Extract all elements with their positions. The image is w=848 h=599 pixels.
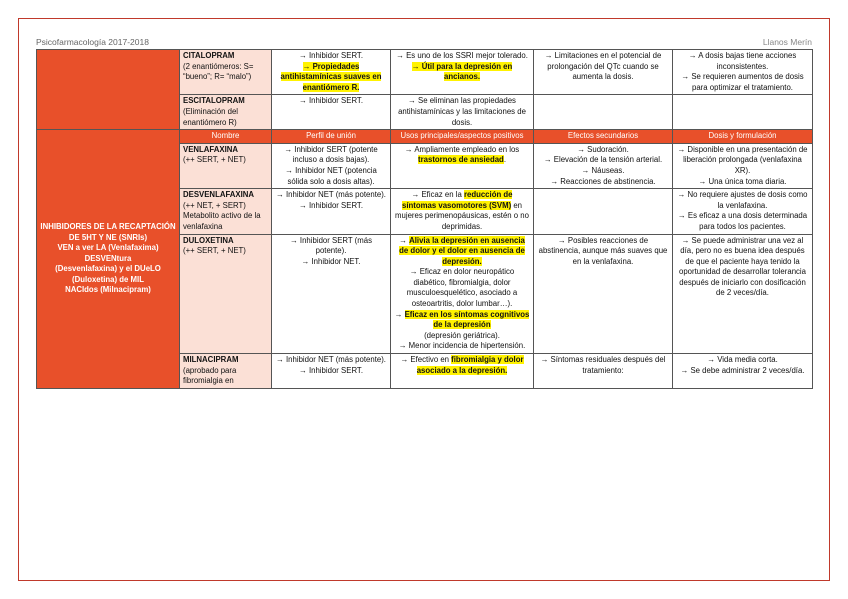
perfil-cell: → Inhibidor SERT. bbox=[272, 95, 391, 130]
section-line: (Duloxetina) de MIL bbox=[72, 274, 144, 284]
efectos-line: → Reacciones de abstinencia. bbox=[550, 176, 656, 186]
drug-cell-milnacipram bbox=[180, 354, 272, 389]
usos-cell bbox=[391, 234, 534, 354]
header-course: Psicofarmacología 2017-2018 bbox=[36, 37, 149, 47]
drug-name: VENLAFAXINA bbox=[183, 144, 239, 154]
drug-table bbox=[36, 49, 813, 389]
drug-sub: (++ SERT, + NET) bbox=[183, 246, 246, 256]
usos-highlight: Alivia la depresión en ausencia de dolor y el dolor en ausencia de depresión. bbox=[399, 235, 525, 266]
drug-cell-duloxetina bbox=[180, 234, 272, 354]
section-line: DESVENtura bbox=[84, 253, 132, 263]
usos-highlight: → Útil para la depresión en ancianos. bbox=[411, 61, 513, 82]
section-title: INHIBIDORES DE LA RECAPTACIÓN DE 5HT Y NE (SNRIs) bbox=[40, 221, 176, 242]
dosis-line: → Disponible en una presentación de liberación prolongada (venlafaxina XR). bbox=[677, 144, 808, 175]
dosis-line: → A dosis bajas tiene acciones inconsistentes. bbox=[688, 51, 797, 71]
usos-cell bbox=[391, 354, 534, 389]
dosis-line: → Es eficaz a una dosis determinada para todos los pacientes. bbox=[677, 211, 808, 231]
drug-name: DULOXETINA bbox=[183, 235, 234, 245]
usos-highlight: reducción de síntomas vasomotores (SVM) bbox=[401, 190, 513, 210]
drug-name: DESVENLAFAXINA bbox=[183, 190, 255, 200]
drug-sub: (2 enantiómeros: S= “bueno”; R= “malo”) bbox=[183, 61, 254, 82]
drug-name: CITALOPRAM bbox=[183, 51, 235, 60]
usos-highlight: fibromialgia y dolor asociado a la depresión. bbox=[416, 355, 524, 375]
perfil-line: → Inhibidor SERT (más potente). bbox=[289, 235, 373, 256]
header-row bbox=[37, 130, 813, 144]
col-header-efectos: Efectos secundarios bbox=[534, 130, 673, 144]
perfil-line: → Inhibidor SERT. bbox=[299, 365, 363, 375]
dosis-cell bbox=[673, 354, 813, 389]
efectos-line: → Náuseas. bbox=[581, 165, 625, 175]
usos-cell: → Ampliamente empleado en los trastornos de ansiedad. bbox=[391, 143, 534, 188]
perfil-highlight: → Propiedades antihistamínicas suaves en enantiómero R. bbox=[280, 61, 382, 92]
drug-cell-venlafaxina bbox=[180, 143, 272, 188]
drug-sub: (++ SERT, + NET) bbox=[183, 155, 246, 165]
dosis-line: → Una única toma diaria. bbox=[698, 176, 787, 186]
ssri-side-cell bbox=[37, 50, 180, 130]
arrow-glyph: → bbox=[394, 309, 405, 319]
dosis-line: → Vida media corta. bbox=[707, 355, 778, 365]
dosis-cell: → Se puede administrar una vez al día, pero no es buena idea después de que el paciente haya tenido la oportunidad de desarrollar tolerancia después de iniciarlo con dosificación de 2 veces/día. bbox=[673, 234, 813, 354]
usos-cell: → Se eliminan las propiedades antihistamínicas y las limitaciones de dosis. bbox=[391, 95, 534, 130]
perfil-cell bbox=[272, 50, 391, 95]
section-line: (Desvenlafaxina) y el DUeLO bbox=[55, 264, 161, 274]
header-author: Llanos Merín bbox=[762, 37, 812, 47]
drug-sub: (aprobado para fibromialgia en bbox=[183, 365, 237, 386]
drug-cell-citalopram bbox=[180, 50, 272, 95]
col-header-perfil: Perfil de unión bbox=[272, 130, 391, 144]
usos-line: (depresión geriátrica). bbox=[424, 330, 500, 340]
usos-line: → Es uno de los SSRI mejor tolerado. bbox=[396, 51, 528, 60]
section-line: NACIdos (Milnacipram) bbox=[65, 285, 151, 295]
section-line: VEN a ver LA (Venlafaxima) bbox=[57, 243, 159, 253]
usos-highlight: trastornos de ansiedad bbox=[418, 155, 504, 165]
dosis-line: → Se requieren aumentos de dosis para optimizar el tratamiento. bbox=[681, 72, 804, 92]
dosis-cell bbox=[673, 50, 813, 95]
efectos-line: → Sudoración. bbox=[577, 144, 629, 154]
usos-highlight: Eficaz en los síntomas cognitivos de la depresión bbox=[404, 309, 530, 330]
efectos-cell bbox=[534, 189, 673, 234]
dosis-cell bbox=[673, 189, 813, 234]
perfil-line: → Inhibidor SERT (potente incluso a dosis bajas). bbox=[284, 144, 378, 165]
perfil-cell bbox=[272, 143, 391, 188]
usos-text: → Efectivo en bbox=[400, 355, 452, 365]
drug-sub: (++ NET, + SERT) Metabolito activo de la venlafaxina bbox=[183, 200, 261, 231]
efectos-line: → Elevación de la tensión arterial. bbox=[543, 155, 663, 165]
drug-sub: (Eliminación del enantiómero R) bbox=[183, 106, 239, 127]
usos-line: → Menor incidencia de hipertensión. bbox=[398, 341, 526, 351]
perfil-line: → Inhibidor NET. bbox=[301, 256, 361, 266]
perfil-cell bbox=[272, 189, 391, 234]
usos-line: → Eficaz en dolor neuropático diabético, fibromialgia, dolor musculoesquelético, asociado a osteoartritis, dolor lumbar…). bbox=[406, 267, 518, 309]
usos-text: → Ampliamente empleado en los bbox=[404, 144, 520, 154]
perfil-cell bbox=[272, 234, 391, 354]
perfil-line: → Inhibidor NET (más potente). bbox=[276, 190, 386, 200]
efectos-cell bbox=[534, 95, 673, 130]
col-header-dosis: Dosis y formulación bbox=[673, 130, 813, 144]
drug-name: MILNACIPRAM bbox=[183, 355, 239, 365]
efectos-cell: → Limitaciones en el potencial de prolongación del QTc cuando se aumenta la dosis. bbox=[534, 50, 673, 95]
perfil-line: → Inhibidor SERT. bbox=[299, 51, 363, 60]
usos-cell bbox=[391, 50, 534, 95]
efectos-cell bbox=[534, 143, 673, 188]
usos-text: en mujeres perimenopáusicas, estén o no deprimidas. bbox=[395, 200, 529, 231]
drug-cell-escitalopram bbox=[180, 95, 272, 130]
perfil-line: → Inhibidor NET (potencia sólida solo a dosis altas). bbox=[285, 165, 377, 186]
usos-cell bbox=[391, 189, 534, 234]
usos-text: → Eficaz en la bbox=[411, 190, 464, 200]
drug-name: ESCITALOPRAM bbox=[183, 96, 245, 106]
dosis-line: → Se debe administrar 2 veces/día. bbox=[680, 365, 805, 375]
perfil-line: → Inhibidor SERT. bbox=[299, 200, 363, 210]
perfil-cell bbox=[272, 354, 391, 389]
dosis-cell bbox=[673, 143, 813, 188]
dosis-cell bbox=[673, 95, 813, 130]
efectos-cell: → Posibles reacciones de abstinencia, aunque más suaves que en la venlafaxina. bbox=[534, 234, 673, 354]
efectos-cell: → Síntomas residuales después del tratamiento: bbox=[534, 354, 673, 389]
snri-side-cell bbox=[37, 130, 180, 389]
table-row bbox=[37, 50, 813, 95]
dosis-line: → No requiere ajustes de dosis como la venlafaxina. bbox=[677, 190, 808, 210]
col-header-usos: Usos principales/aspectos positivos bbox=[391, 130, 534, 144]
drug-cell-desvenlafaxina bbox=[180, 189, 272, 234]
arrow-glyph: → bbox=[399, 235, 410, 245]
perfil-line: → Inhibidor NET (más potente). bbox=[276, 355, 386, 365]
col-header-nombre: Nombre bbox=[180, 130, 272, 144]
